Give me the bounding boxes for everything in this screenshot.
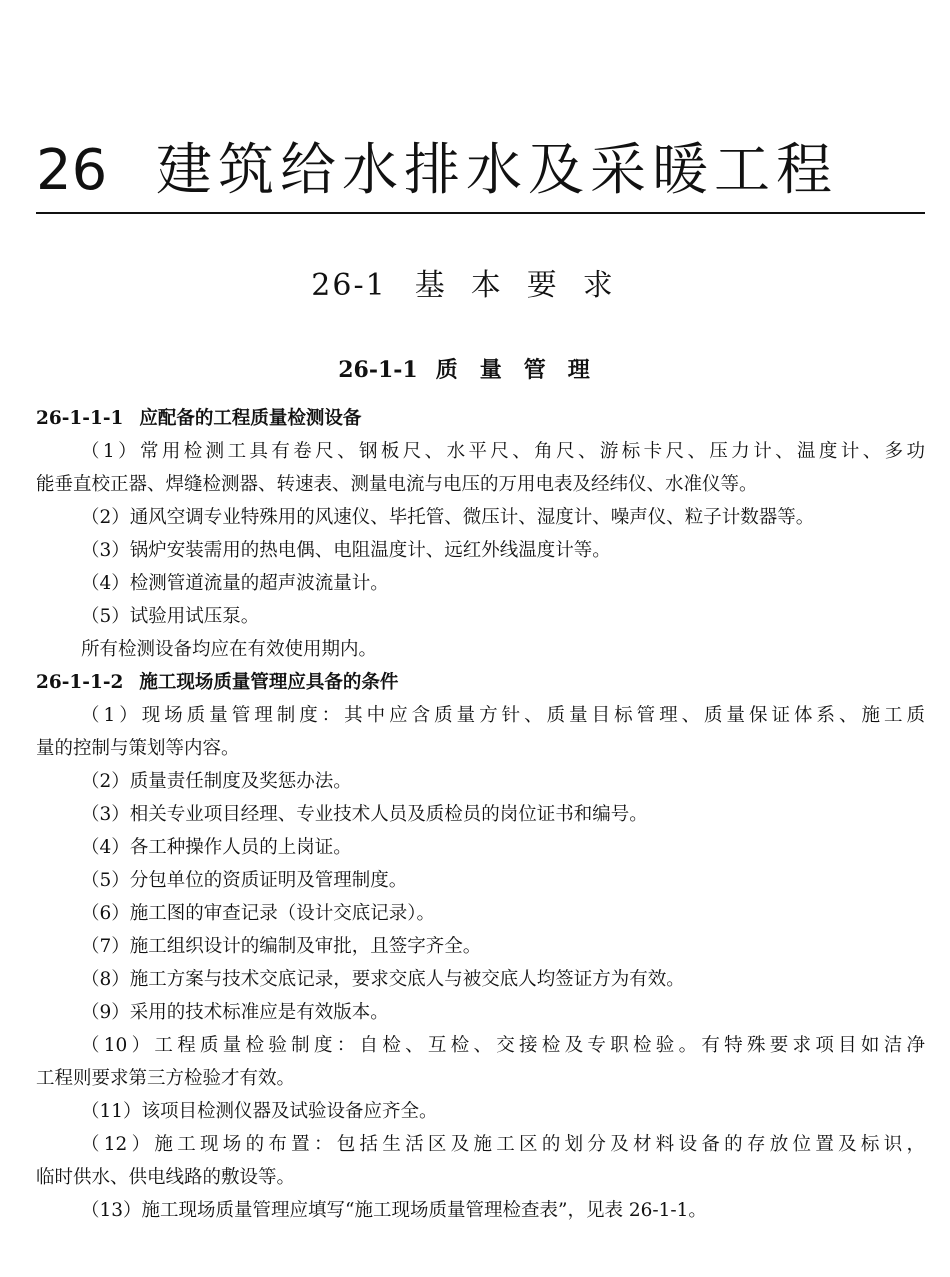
list-item-continuation: 临时供水、供电线路的敷设等。 [36,1167,296,1188]
list-item: （11）该项目检测仪器及试验设备应齐全。 [81,1101,438,1122]
list-item: （13）施工现场质量管理应填写“施工现场质量管理检查表”，见表 26-1-1。 [81,1200,707,1221]
chapter-title [36,128,926,214]
list-item: （4）各工种操作人员的上岗证。 [81,837,352,858]
section-number: 26-1 [311,268,387,303]
list-item: （12）施工现场的布置：包括生活区及施工区的划分及材料设备的存放位置及标识， [81,1134,925,1155]
list-item: （6）施工图的审查记录（设计交底记录）。 [81,903,436,924]
list-item: （3）相关专业项目经理、专业技术人员及质检员的岗位证书和编号。 [81,804,648,825]
clause-code: 26-1-1-2 [36,672,124,693]
list-item: （2）通风空调专业特殊用的风速仪、毕托管、微压计、湿度计、噪声仪、粒子计数器等。 [81,507,815,528]
list-item: （4）检测管道流量的超声波流量计。 [81,573,389,594]
clause-title: 应配备的工程质量检测设备 [139,408,362,429]
chapter-number: 26 [36,138,108,203]
list-item: （8）施工方案与技术交底记录，要求交底人与被交底人均签证方为有效。 [81,969,685,990]
section-name: 基本要求 [414,268,639,303]
list-item: （7）施工组织设计的编制及审批，且签字齐全。 [81,936,482,957]
clause-heading [36,402,925,435]
chapter-divider [36,212,925,214]
list-item: （3）锅炉安装需用的热电偶、电阻温度计、远红外线温度计等。 [81,540,611,561]
list-item: （2）质量责任制度及奖惩办法。 [81,771,352,792]
list-item: （9）采用的技术标准应是有效版本。 [81,1002,389,1023]
list-item: （1）常用检测工具有卷尺、钢板尺、水平尺、角尺、游标卡尺、压力计、温度计、多功 [81,441,925,462]
clause-heading [36,666,925,699]
section-title [0,262,950,310]
subsection-title [0,352,950,388]
list-item: （5）分包单位的资质证明及管理制度。 [81,870,408,891]
list-item: （10）工程质量检验制度：自检、互检、交接检及专职检验。有特殊要求项目如洁净 [81,1035,925,1056]
subsection-number: 26-1-1 [338,357,418,383]
list-item-continuation: 能垂直校正器、焊缝检测器、转速表、测量电流与电压的万用电表及经纬仪、水准仪等。 [36,474,758,495]
list-item: （1）现场质量管理制度：其中应含质量方针、质量目标管理、质量保证体系、施工质 [81,705,925,726]
chapter-name: 建筑给水排水及采暖工程 [156,138,838,203]
clause-title: 施工现场质量管理应具备的条件 [139,672,399,693]
clause-code: 26-1-1-1 [36,408,124,429]
list-item-continuation: 量的控制与策划等内容。 [36,738,240,759]
subsection-name: 质量管理 [435,357,612,383]
body-text [36,402,925,1227]
list-item: （5）试验用试压泵。 [81,606,260,627]
list-item-continuation: 工程则要求第三方检验才有效。 [36,1068,296,1089]
paragraph: 所有检测设备均应在有效使用期内。 [81,639,378,660]
